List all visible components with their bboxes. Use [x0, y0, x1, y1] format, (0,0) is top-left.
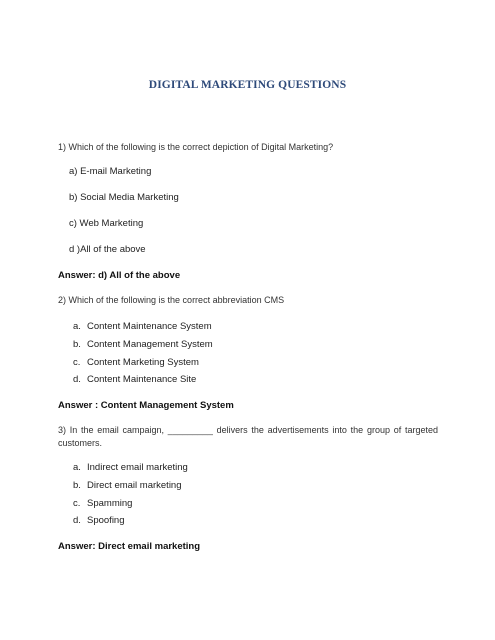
option-label: Content Management System: [87, 339, 213, 350]
question-3-option-b: [73, 480, 182, 491]
question-1-option-c: c) Web Marketing: [69, 218, 144, 229]
question-1-answer: Answer: d) All of the above: [58, 270, 181, 281]
question-2-option-a: [73, 321, 212, 332]
option-letter: a.: [73, 321, 81, 332]
option-label: Indirect email marketing: [87, 462, 188, 473]
question-3-text: 3) In the email campaign, _________ delivers the advertisements into the group of targeted customers.: [58, 425, 438, 448]
question-2-option-c: [73, 357, 199, 368]
option-label: Spamming: [87, 498, 133, 509]
question-1-option-b: b) Social Media Marketing: [69, 192, 179, 203]
question-3-answer: Answer: Direct email marketing: [58, 541, 201, 552]
document-title: DIGITAL MARKETING QUESTIONS: [148, 79, 347, 91]
question-1-option-d: d )All of the above: [69, 244, 146, 255]
option-letter: a.: [73, 462, 81, 473]
option-label: Spoofing: [87, 515, 125, 526]
option-label: Content Maintenance Site: [87, 374, 197, 385]
option-label: Direct email marketing: [87, 480, 182, 491]
option-label: Content Maintenance System: [87, 321, 212, 332]
option-letter: b.: [73, 339, 81, 350]
question-3-option-c: [73, 498, 132, 509]
option-letter: d.: [73, 374, 81, 385]
option-letter: c.: [73, 498, 81, 509]
question-2-option-d: [73, 374, 196, 385]
question-3-option-a: [73, 462, 188, 473]
option-label: Content Marketing System: [87, 357, 199, 368]
question-3-option-d: [73, 515, 125, 526]
question-2-option-b: [73, 339, 213, 350]
option-letter: b.: [73, 480, 81, 491]
option-letter: c.: [73, 357, 81, 368]
question-1-text: 1) Which of the following is the correct depiction of Digital Marketing?: [58, 142, 334, 152]
option-letter: d.: [73, 515, 81, 526]
question-2-answer: Answer : Content Management System: [58, 400, 234, 411]
question-1-option-a: a) E-mail Marketing: [69, 166, 152, 177]
question-2-text: 2) Which of the following is the correct abbreviation CMS: [58, 295, 285, 305]
